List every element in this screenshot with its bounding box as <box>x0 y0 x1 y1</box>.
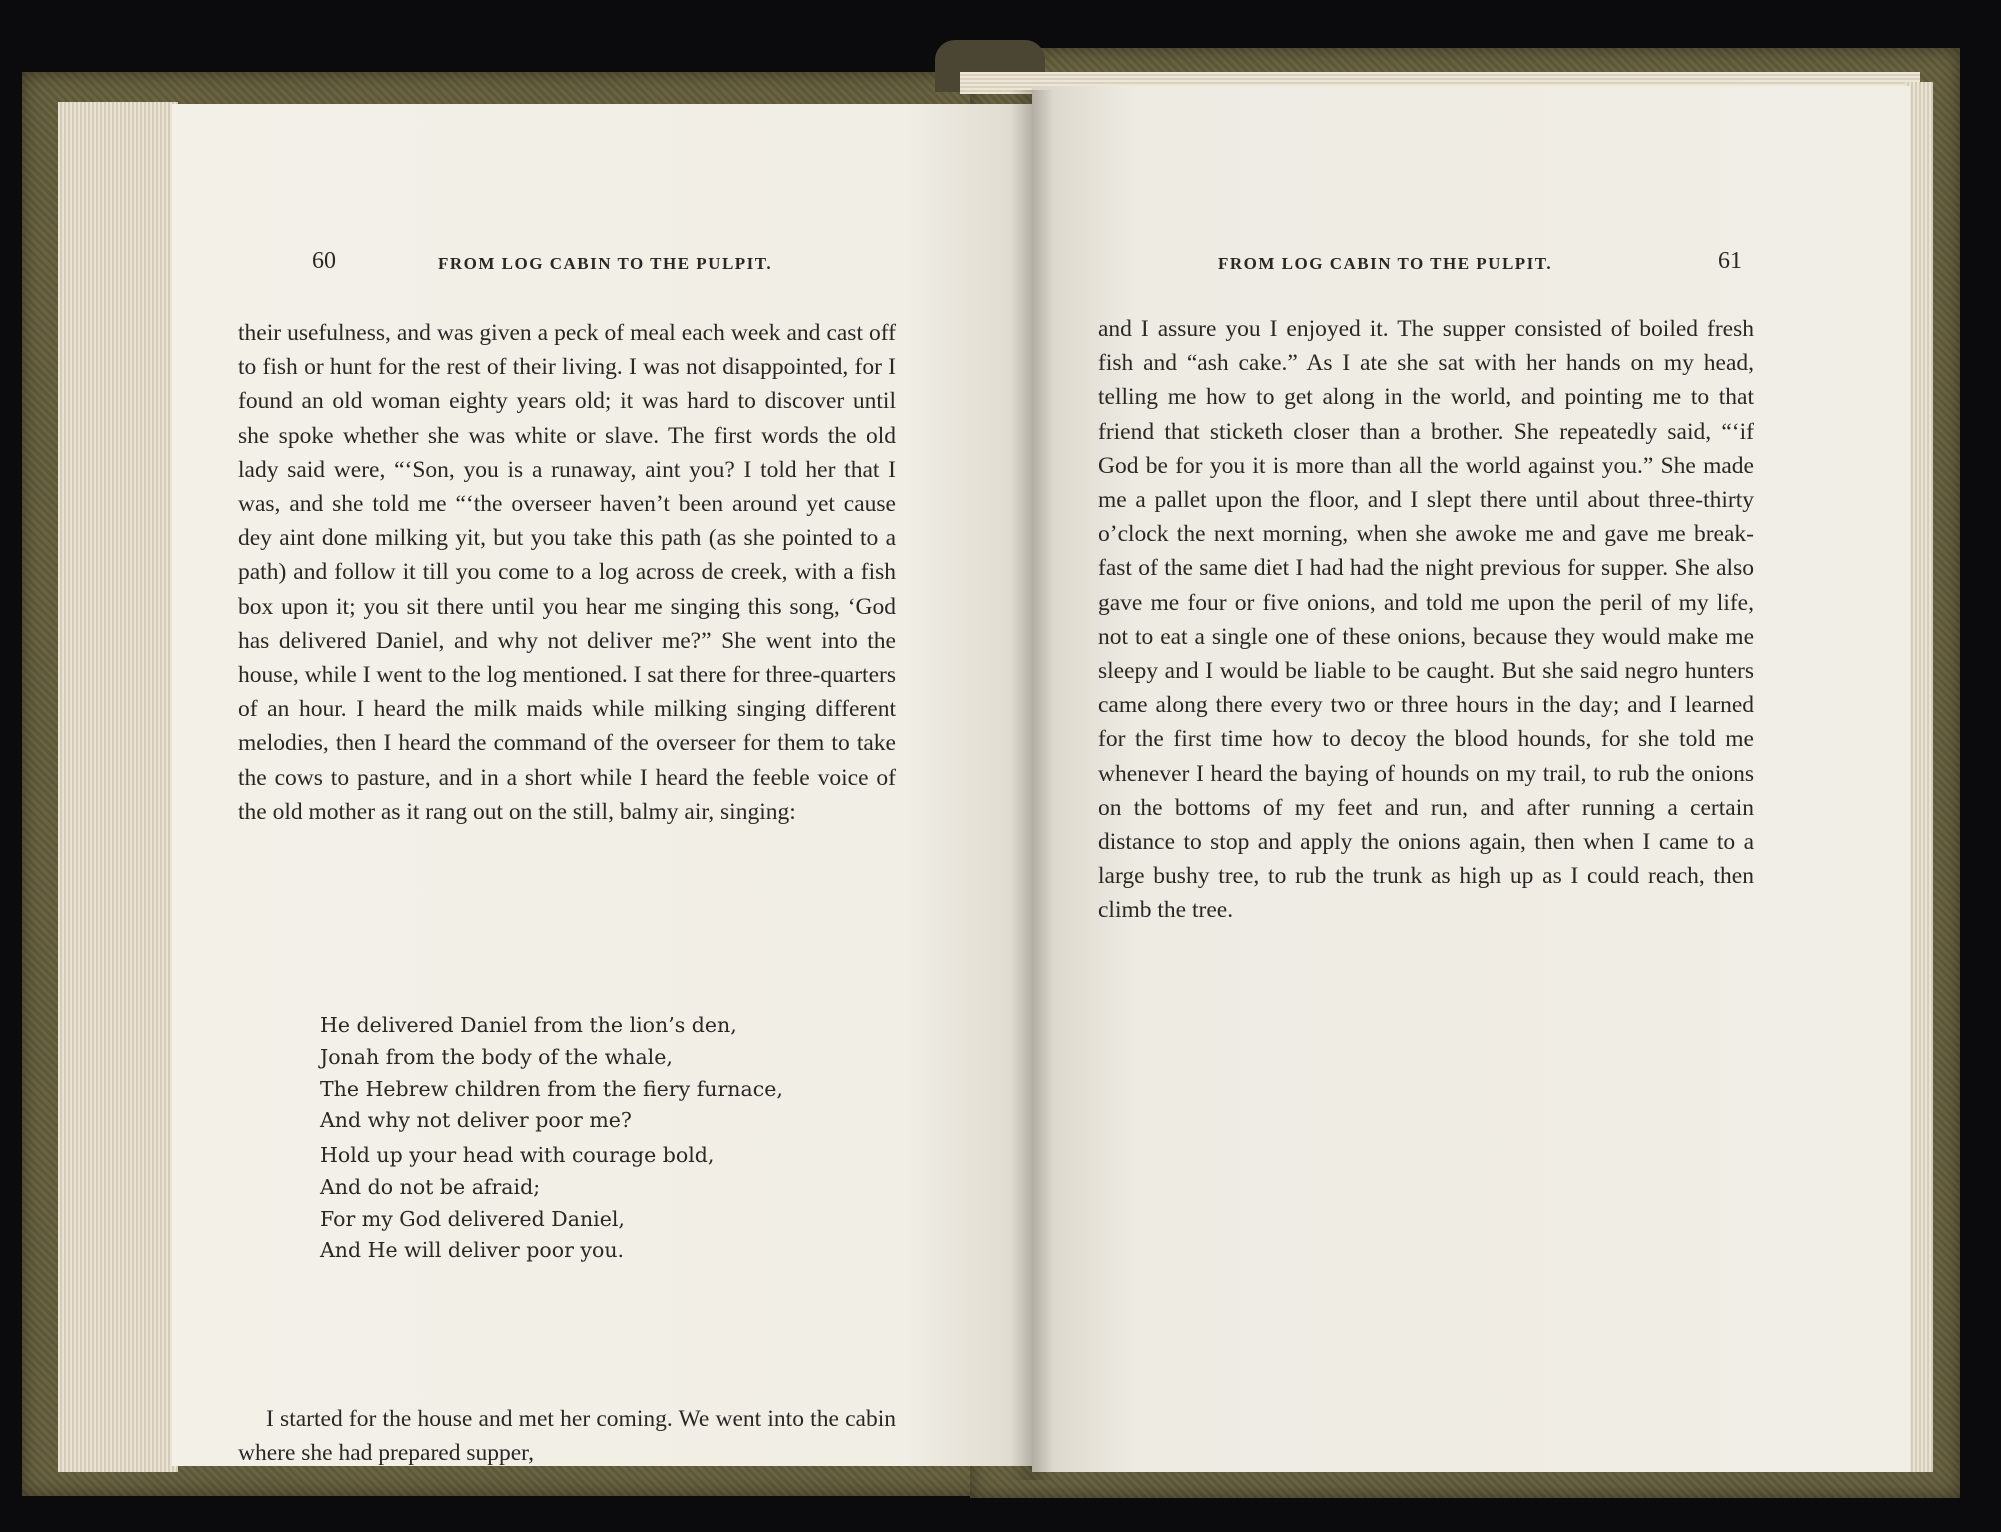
page-edges-left <box>58 102 178 1472</box>
verse-stanza-2 <box>320 1140 780 1267</box>
right-paragraph: and I assure you I enjoyed it. The supper consisted of boiled fresh fish and “ash cake.” As I ate she sat with her hands on my head, telling me how to get along in the world, and pointing me to that friend that sticketh closer than a brother. She repeatedly said, “‘if God be for you it is more than all the world against you.” She made me a pallet upon the floor, and I slept there until about three-thirty o’clock the next morning, when she awoke me and gave me break-fast of the same diet I had had the night previous for supper. She also gave me four or five onions, and told me upon the peril of my life, not to eat a single one of these onions, because they would make me sleepy and I would be liable to be caught. But she said negro hunters came along there every two or three hours in the day; and I learned for the first time how to decoy the blood hounds, for she told me whenever I heard the baying of hounds on my trail, to rub the onions on the bottoms of my feet and run, and after running a certain distance to stop and apply the onions again, then when I came to a large bushy tree, to rub the trunk as high up as I could reach, then climb the tree. <box>1098 316 1754 924</box>
verse-line: He delivered Daniel from the lion’s den, <box>320 1013 737 1037</box>
verse-line: For my God delivered Daniel, <box>320 1206 625 1231</box>
verse-stanza-1 <box>320 1010 783 1137</box>
left-paragraph-1: their usefulness, and was given a peck of meal each week and cast off to fish or hunt for the rest of their living. I was not disappointed, for I found an old woman eighty years old; it was hard to discover until she spoke whether she was white or slave. The first words the old lady said were, “‘Son, you is a runaway, aint you? I told her that I was, and she told me “‘the overseer haven’t been around yet cause dey aint done milking yit, but you take this path (as she pointed to a path) and follow it till you come to a log across de creek, with a fish box upon it; you sit there until you hear me singing this song, ‘God has delivered Daniel, and why not deliver me?” She went into the house, while I went to the log mentioned. I sat there for three-quarters of an hour. I heard the milk maids while milking singing different melodies, then I heard the command of the overseer for them to take the cows to pasture, and in a short while I heard the feeble voice of the old mother as it rang out on the still, balmy air, singing: <box>238 320 896 825</box>
right-body-text <box>1098 312 1754 928</box>
verse-line: And He will deliver poor you. <box>320 1238 625 1263</box>
gutter-shadow <box>1010 90 1054 1480</box>
verse-line: Jonah from the body of the whale, <box>320 1044 673 1069</box>
left-body-text <box>238 316 896 829</box>
verse-line: Hold up your head with courage bold, <box>320 1143 715 1167</box>
right-page-header <box>1032 248 1910 282</box>
right-running-head: FROM LOG CABIN TO THE PULPIT. <box>1218 254 1553 273</box>
left-running-head: FROM LOG CABIN TO THE PULPIT. <box>438 254 773 273</box>
right-page-number: 61 <box>1718 248 1742 274</box>
verse-line: The Hebrew children from the fiery furnace, <box>320 1076 783 1101</box>
left-page <box>172 104 1032 1466</box>
left-page-number: 60 <box>312 248 336 274</box>
verse-line: And do not be afraid; <box>320 1174 541 1199</box>
right-page <box>1032 86 1910 1472</box>
left-page-header <box>172 248 1032 282</box>
left-body-text-continued <box>238 1402 896 1470</box>
left-paragraph-2: I started for the house and met her coming. We went into the cabin where she had prepared supper, <box>238 1406 896 1467</box>
verse-line: And why not deliver poor me? <box>320 1108 632 1133</box>
